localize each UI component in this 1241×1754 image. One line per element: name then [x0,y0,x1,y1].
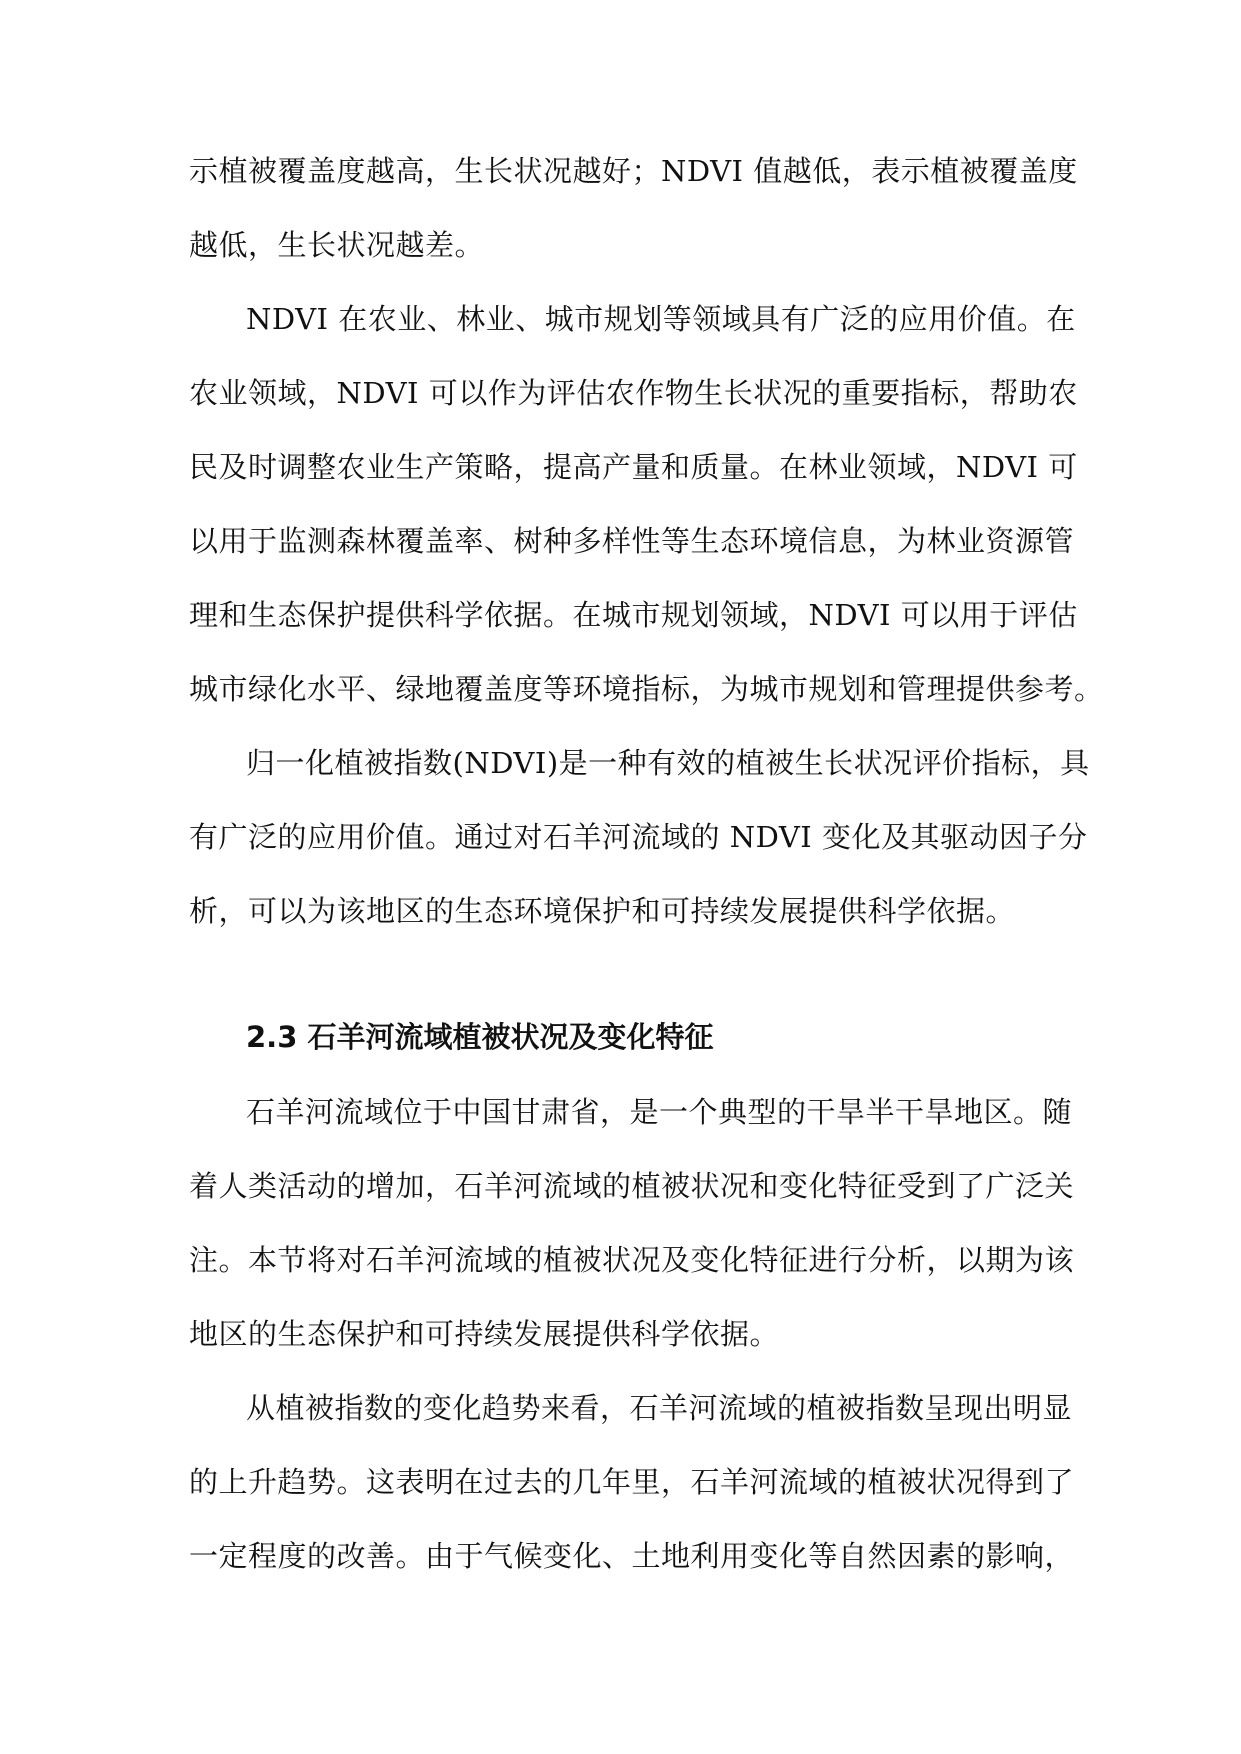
text-line: 一定程度的改善。由于气候变化、土地利用变化等自然因素的影响， [189,1539,1075,1573]
text-line: 城市绿化水平、绿地覆盖度等环境指标，为城市规划和管理提供参考。 [189,672,1104,706]
text-line: NDVI 在农业、林业、城市规划等领域具有广泛的应用价值。在 [246,302,1076,336]
text-line: 注。本节将对石羊河流域的植被状况及变化特征进行分析，以期为该 [189,1243,1075,1277]
text-line: 地区的生态保护和可持续发展提供科学依据。 [189,1317,780,1351]
text-line: 从植被指数的变化趋势来看，石羊河流域的植被指数呈现出明显 [246,1391,1073,1425]
text-line: 石羊河流域位于中国甘肃省，是一个典型的干旱半干旱地区。随 [246,1095,1073,1129]
text-line: 析，可以为该地区的生态环境保护和可持续发展提供科学依据。 [189,894,1016,928]
text-line: 着人类活动的增加，石羊河流域的植被状况和变化特征受到了广泛关 [189,1169,1075,1203]
text-line: 以用于监测森林覆盖率、树种多样性等生态环境信息，为林业资源管 [189,524,1075,558]
text-line: 有广泛的应用价值。通过对石羊河流域的 NDVI 变化及其驱动因子分 [189,820,1088,854]
section-heading: 2.3 石羊河流域植被状况及变化特征 [246,1020,714,1054]
text-line: 农业领域，NDVI 可以作为评估农作物生长状况的重要指标，帮助农 [189,376,1078,410]
text-line: 理和生态保护提供科学依据。在城市规划领域，NDVI 可以用于评估 [189,598,1078,632]
text-line: 示植被覆盖度越高，生长状况越好；NDVI 值越低，表示植被覆盖度 [189,154,1078,188]
text-line: 归一化植被指数(NDVI)是一种有效的植被生长状况评价指标，具 [246,746,1090,780]
text-line: 民及时调整农业生产策略，提高产量和质量。在林业领域，NDVI 可 [189,450,1078,484]
text-line: 越低，生长状况越差。 [189,228,485,262]
text-line: 的上升趋势。这表明在过去的几年里，石羊河流域的植被状况得到了 [189,1465,1075,1499]
